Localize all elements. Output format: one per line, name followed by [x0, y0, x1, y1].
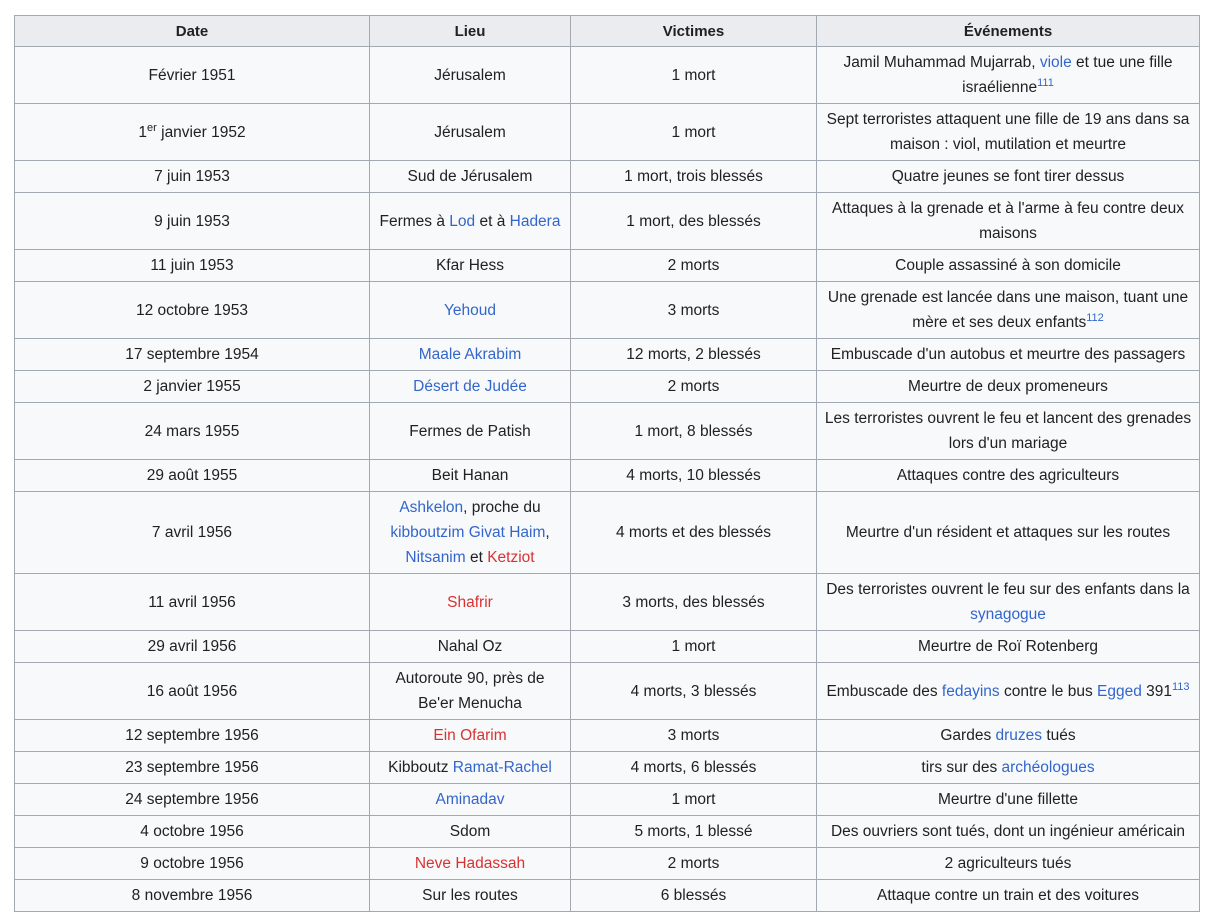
cell-date — [15, 631, 370, 663]
table-row — [15, 816, 1200, 848]
cell-evenements — [817, 161, 1200, 193]
cell-text: 11 juin 1953 — [150, 257, 234, 274]
cell-victimes: 1 mort, des blessés — [571, 193, 817, 250]
cell-lieu — [370, 250, 571, 282]
cell-victimes: 1 mort — [571, 104, 817, 161]
table-row — [15, 631, 1200, 663]
table-row — [15, 752, 1200, 784]
cell-text: 4 octobre 1956 — [140, 823, 244, 840]
cell-evenements — [817, 880, 1200, 912]
cell-text: 16 août 1956 — [146, 682, 238, 700]
cell-evenements — [817, 403, 1200, 460]
cell-date — [15, 371, 370, 403]
cell-date — [15, 339, 370, 371]
cell-evenements — [817, 816, 1200, 848]
link-lod[interactable]: Lod — [449, 212, 476, 230]
cell-date — [15, 848, 370, 880]
cell-lieu — [370, 403, 571, 460]
reference-111[interactable]: 111 — [1037, 77, 1054, 89]
reference-113[interactable]: 113 — [1172, 680, 1190, 693]
link-yehoud[interactable]: Yehoud — [443, 301, 497, 319]
cell-text: Autoroute 90, près de Be'er Menucha — [395, 670, 545, 712]
cell-lieu — [370, 880, 571, 912]
page-content — [14, 15, 1199, 912]
cell-text: Meurtre d'une fillette — [938, 791, 1078, 808]
cell-lieu — [370, 371, 571, 403]
cell-victimes: 1 mort — [571, 47, 817, 104]
cell-victimes: 4 morts, 3 blessés — [571, 663, 817, 720]
table-row — [15, 880, 1200, 912]
cell-lieu — [370, 574, 571, 631]
cell-text: , proche du — [463, 499, 541, 516]
cell-date — [15, 752, 370, 784]
cell-date — [15, 880, 370, 912]
cell-text: 8 novembre 1956 — [131, 887, 253, 904]
cell-lieu — [370, 816, 571, 848]
table-row — [15, 460, 1200, 492]
cell-date — [15, 161, 370, 193]
table-row — [15, 784, 1200, 816]
cell-date — [15, 460, 370, 492]
cell-date — [15, 663, 370, 720]
reference-112[interactable]: 112 — [1086, 312, 1104, 324]
cell-text: Sur les routes — [422, 887, 518, 904]
table-header-row — [15, 16, 1200, 47]
cell-text: Jérusalem — [434, 123, 506, 141]
table-row — [15, 848, 1200, 880]
cell-text: Sud de Jérusalem — [407, 168, 533, 185]
cell-evenements — [817, 282, 1200, 339]
cell-text: 1 — [138, 123, 148, 141]
cell-text: Février 1951 — [148, 66, 236, 84]
link-ein-ofarim[interactable]: Ein Ofarim — [433, 727, 507, 744]
link-aminadav[interactable]: Aminadav — [435, 791, 505, 808]
cell-evenements — [817, 492, 1200, 574]
cell-text: 7 avril 1956 — [151, 524, 233, 541]
cell-text: Meurtre de Roï Rotenberg — [917, 638, 1099, 655]
cell-lieu — [370, 784, 571, 816]
cell-text: et — [465, 549, 488, 566]
cell-evenements — [817, 720, 1200, 752]
cell-text: Beit Hanan — [431, 467, 509, 484]
cell-victimes: 6 blessés — [571, 880, 817, 912]
cell-text: Embuscade d'un autobus et meurtre des passagers — [830, 346, 1186, 363]
table-row — [15, 104, 1200, 161]
cell-victimes: 3 morts — [571, 282, 817, 339]
cell-text: 12 octobre 1953 — [135, 301, 249, 319]
table-row — [15, 574, 1200, 631]
cell-date — [15, 282, 370, 339]
link-shafrir[interactable]: Shafrir — [447, 593, 493, 611]
cell-lieu — [370, 631, 571, 663]
cell-victimes: 5 morts, 1 blessé — [571, 816, 817, 848]
cell-text: 9 juin 1953 — [154, 212, 230, 230]
link-neve-hadassah[interactable]: Neve Hadassah — [414, 855, 526, 872]
cell-lieu — [370, 848, 571, 880]
cell-text: Sept terroristes attaquent une fille de 19 ans dans sa maison : viol, mutilation et meurtre — [826, 111, 1190, 153]
cell-victimes: 2 morts — [571, 371, 817, 403]
cell-text: 29 août 1955 — [146, 467, 238, 484]
cell-text: Nahal Oz — [437, 638, 503, 655]
cell-lieu — [370, 460, 571, 492]
cell-victimes: 1 mort — [571, 631, 817, 663]
column-header-lieu[interactable]: Lieu — [370, 16, 571, 47]
cell-text: 2 agriculteurs tués — [944, 855, 1072, 872]
link-ramat-rachel[interactable]: Ramat-Rachel — [452, 759, 552, 776]
cell-date — [15, 720, 370, 752]
link-ketziot[interactable]: Ketziot — [487, 549, 535, 566]
cell-date — [15, 250, 370, 282]
cell-text: Fermes à — [379, 212, 450, 230]
cell-text: Jamil Muhammad Mujarrab, — [843, 54, 1040, 71]
cell-evenements — [817, 339, 1200, 371]
table-row — [15, 193, 1200, 250]
cell-text: Jérusalem — [434, 66, 506, 84]
cell-text: Fermes de Patish — [409, 422, 531, 440]
link-fedayins[interactable]: fedayins — [941, 682, 1000, 700]
cell-victimes: 2 morts — [571, 848, 817, 880]
cell-lieu — [370, 104, 571, 161]
cell-text: 11 avril 1956 — [148, 593, 236, 611]
table-body — [15, 47, 1200, 912]
attacks-table — [14, 15, 1200, 912]
cell-text: Couple assassiné à son domicile — [895, 257, 1121, 274]
cell-text: tirs sur des — [921, 759, 1002, 776]
link-hadera[interactable]: Hadera — [509, 212, 561, 230]
cell-text: et tue une fille israélienne — [962, 54, 1173, 96]
cell-lieu — [370, 193, 571, 250]
cell-lieu — [370, 492, 571, 574]
cell-evenements — [817, 47, 1200, 104]
table-row — [15, 403, 1200, 460]
cell-victimes: 3 morts, des blessés — [571, 574, 817, 631]
table-row — [15, 250, 1200, 282]
cell-victimes: 1 mort, trois blessés — [571, 161, 817, 193]
cell-text: 7 juin 1953 — [154, 168, 230, 185]
cell-text: 24 septembre 1956 — [125, 791, 259, 808]
column-header-date[interactable]: Date — [15, 16, 370, 47]
cell-text: Des ouvriers sont tués, dont un ingénieur américain — [830, 823, 1186, 840]
cell-text: et à — [475, 212, 510, 230]
link-viole[interactable]: viole — [1039, 54, 1072, 71]
table-row — [15, 720, 1200, 752]
column-header-evenements[interactable]: Événements — [817, 16, 1200, 47]
cell-date — [15, 492, 370, 574]
cell-text: Gardes — [940, 727, 996, 744]
cell-text: Des terroristes ouvrent le feu sur des enfants dans la — [826, 581, 1190, 598]
cell-victimes: 2 morts — [571, 250, 817, 282]
cell-text: Attaques à la grenade et à l'arme à feu contre deux maisons — [832, 200, 1184, 242]
cell-text: Les terroristes ouvrent le feu et lancent des grenades lors d'un mariage — [824, 410, 1192, 452]
cell-lieu — [370, 663, 571, 720]
link-givat-haim[interactable]: kibboutzim Givat Haim — [390, 524, 546, 541]
link-desert-de-judee[interactable]: Désert de Judée — [413, 378, 527, 395]
cell-text: 24 mars 1955 — [144, 422, 240, 440]
cell-text: Quatre jeunes se font tirer dessus — [891, 168, 1125, 185]
cell-lieu — [370, 47, 571, 104]
cell-evenements — [817, 574, 1200, 631]
column-header-victimes[interactable]: Victimes — [571, 16, 817, 47]
link-synagogue[interactable]: synagogue — [970, 606, 1046, 623]
cell-text: Une grenade est lancée dans une maison, tuant une mère et ses deux enfants — [827, 289, 1189, 331]
cell-victimes: 1 mort, 8 blessés — [571, 403, 817, 460]
cell-text: janvier 1952 — [156, 123, 246, 141]
cell-lieu — [370, 282, 571, 339]
cell-evenements — [817, 460, 1200, 492]
link-ashkelon[interactable]: Ashkelon — [399, 499, 464, 516]
cell-victimes: 4 morts, 6 blessés — [571, 752, 817, 784]
cell-evenements — [817, 371, 1200, 403]
cell-text: Embuscade des — [826, 682, 942, 700]
cell-date — [15, 574, 370, 631]
table-row — [15, 47, 1200, 104]
cell-text: , — [545, 524, 550, 541]
cell-victimes: 3 morts — [571, 720, 817, 752]
table-row — [15, 282, 1200, 339]
cell-victimes: 1 mort — [571, 784, 817, 816]
cell-lieu — [370, 720, 571, 752]
table-row — [15, 492, 1200, 574]
superscript: er — [147, 121, 157, 134]
cell-text: Kibboutz — [388, 759, 453, 776]
cell-text: 9 octobre 1956 — [140, 855, 244, 872]
table-row — [15, 663, 1200, 720]
cell-lieu — [370, 752, 571, 784]
cell-text: tués — [1042, 727, 1076, 744]
cell-text: 29 avril 1956 — [147, 638, 237, 655]
cell-victimes: 4 morts, 10 blessés — [571, 460, 817, 492]
table-row — [15, 371, 1200, 403]
cell-victimes: 4 morts et des blessés — [571, 492, 817, 574]
cell-text: 23 septembre 1956 — [125, 759, 259, 776]
cell-evenements — [817, 752, 1200, 784]
cell-text: Sdom — [449, 823, 491, 840]
cell-evenements — [817, 848, 1200, 880]
cell-text: 391 — [1141, 682, 1172, 700]
cell-evenements — [817, 784, 1200, 816]
cell-date — [15, 816, 370, 848]
link-archeologues[interactable]: archéologues — [1001, 759, 1095, 776]
table-row — [15, 339, 1200, 371]
cell-date — [15, 193, 370, 250]
cell-text: 17 septembre 1954 — [125, 346, 259, 363]
table-row — [15, 161, 1200, 193]
cell-text: Kfar Hess — [435, 257, 505, 274]
cell-date — [15, 403, 370, 460]
cell-text: Meurtre d'un résident et attaques sur les routes — [845, 524, 1171, 541]
cell-evenements — [817, 250, 1200, 282]
link-maale-akrabim[interactable]: Maale Akrabim — [418, 346, 522, 363]
cell-date — [15, 47, 370, 104]
cell-evenements — [817, 104, 1200, 161]
link-nitsanim[interactable]: Nitsanim — [405, 549, 466, 566]
cell-text: Meurtre de deux promeneurs — [908, 378, 1108, 395]
cell-evenements — [817, 663, 1200, 720]
cell-text: Attaques contre des agriculteurs — [896, 467, 1120, 484]
cell-evenements — [817, 193, 1200, 250]
cell-text: 2 janvier 1955 — [143, 378, 241, 395]
cell-victimes: 12 morts, 2 blessés — [571, 339, 817, 371]
cell-lieu — [370, 339, 571, 371]
cell-text: 12 septembre 1956 — [125, 727, 259, 744]
link-druzes[interactable]: druzes — [995, 727, 1043, 744]
link-egged[interactable]: Egged — [1097, 682, 1142, 700]
cell-text: contre le bus — [999, 682, 1097, 700]
cell-date — [15, 104, 370, 161]
cell-evenements — [817, 631, 1200, 663]
cell-lieu — [370, 161, 571, 193]
cell-text: Attaque contre un train et des voitures — [877, 887, 1139, 904]
cell-date — [15, 784, 370, 816]
